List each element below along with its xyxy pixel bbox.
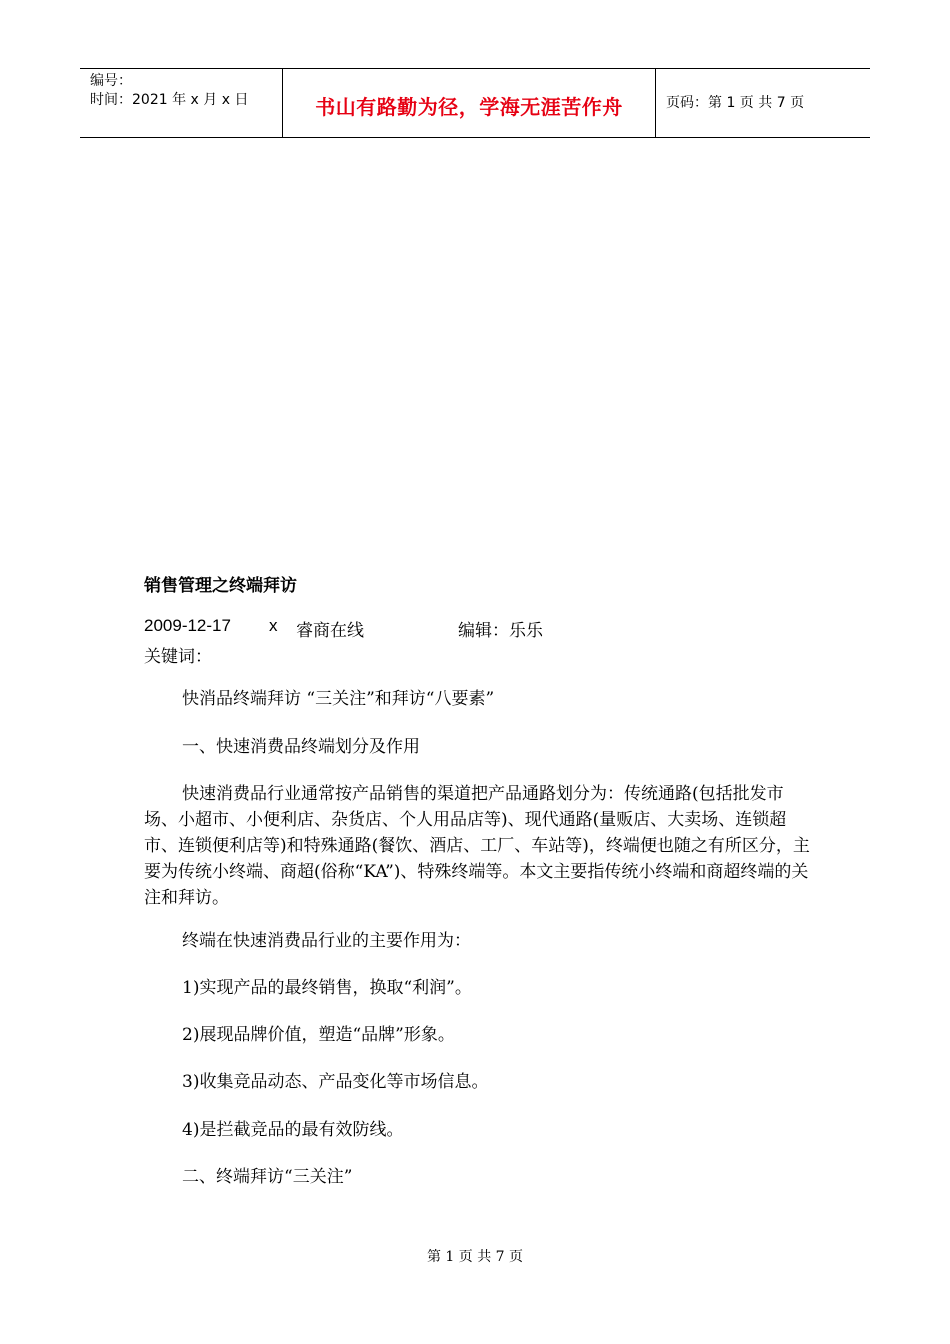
header-page-cell: [656, 69, 870, 137]
header-motto-cell: [282, 69, 656, 137]
paragraph-channels: 快速消费品行业通常按产品销售的渠道把产品通路划分为：传统通路(包括批发市场、小超市、小便利店、杂货店、个人用品店等)、现代通路(量贩店、大卖场、连锁超市、连锁便利店等)和特殊通路(餐饮、酒店、工厂、车站等)，终端便也随之有所区分，主要为传统小终端、商超(俗称“KA”)、特殊终端等。本文主要指传统小终端和商超终端的关注和拜访。: [144, 784, 810, 908]
article-separator: x: [269, 616, 278, 635]
number-label: 编号：: [90, 73, 132, 89]
page-header-table: [80, 68, 870, 138]
article-source: 睿商在线: [296, 621, 364, 641]
article-editor: 编辑：乐乐: [458, 621, 543, 641]
time-label: 时间：2021 年 x 月 x 日: [90, 92, 249, 108]
header-info-cell: [80, 69, 282, 137]
article-date: 2009-12-17: [144, 616, 231, 635]
section-heading-1: 一、快速消费品终端划分及作用: [182, 737, 420, 757]
article-title: 销售管理之终端拜访: [144, 576, 297, 596]
paragraph-intro: 快消品终端拜访 “三关注”和拜访“八要素”: [182, 689, 495, 709]
keywords-label: 关键词：: [144, 647, 212, 667]
page-info: 页码：第 1 页 共 7 页: [666, 95, 805, 111]
motto-text: 书山有路勤为径，学海无涯苦作舟: [315, 95, 623, 119]
section-heading-2: 二、终端拜访“三关注”: [182, 1167, 353, 1187]
list-item-3: 3)收集竞品动态、产品变化等市场信息。: [182, 1072, 489, 1092]
list-item-2: 2)展现品牌价值，塑造“品牌”形象。: [182, 1025, 455, 1045]
list-item-4: 4)是拦截竞品的最有效防线。: [182, 1120, 404, 1140]
paragraph-roles-intro: 终端在快速消费品行业的主要作用为：: [182, 931, 471, 951]
page-footer: 第 1 页 共 7 页: [426, 1249, 524, 1265]
list-item-1: 1)实现产品的最终销售，换取“利润”。: [182, 978, 472, 998]
